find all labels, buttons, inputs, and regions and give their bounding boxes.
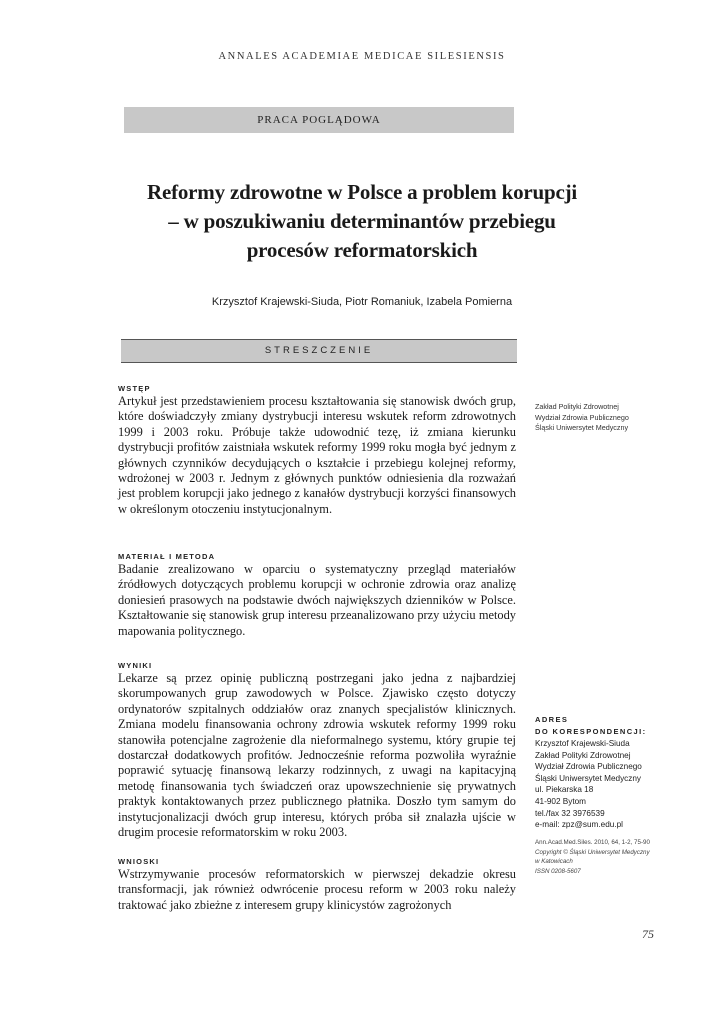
section-heading: WNIOSKI (118, 857, 160, 866)
correspondence-line: Śląski Uniwersytet Medyczny (535, 773, 642, 783)
affiliation-line: Wydział Zdrowia Publicznego (535, 412, 629, 422)
article-title (100, 178, 624, 265)
section-intro (118, 384, 516, 517)
correspondence-phone: tel./fax 32 3976539 (535, 808, 605, 818)
section-text: Badanie zrealizowano w oparciu o systematyczny przegląd materiałów źródłowych dotyczących problemu korupcji w ochronie zdrowia oraz analizę doniesień prasowych na podstawie dwóch największych dzienników w Polsce. Kształtowanie się stanowisk grup interesu przeanalizowano przy użyciu metody mapowania politycznego. (118, 562, 516, 638)
affiliation-line: Śląski Uniwersytet Medyczny (535, 423, 629, 432)
correspondence-name: Krzysztof Krajewski-Siuda (535, 739, 630, 748)
title-line-3: procesów reformatorskich (246, 238, 478, 262)
correspondence-line: Zakład Polityki Zdrowotnej (535, 750, 631, 760)
section-text: Wstrzymywanie procesów reformatorskich w pierwszej dekadzie okresu transformacji, jak również odwrócenie procesu reform w 2003 roku należy traktować jako zbieżne z interesem grupy klinicystów zagrożonych (118, 867, 516, 912)
citation-block (535, 838, 665, 876)
title-line-1: Reformy zdrowotne w Polsce a problem korupcji (147, 180, 577, 204)
copyright-line: Copyright © Śląski Uniwersytet Medyczny (535, 848, 650, 856)
correspondence-street: ul. Piekarska 18 (535, 785, 594, 795)
correspondence-block (535, 714, 665, 831)
abstract-banner: STRESZCZENIE (121, 339, 517, 363)
correspondence-line: Wydział Zdrowia Publicznego (535, 762, 642, 772)
copyright-line: w Katowicach (535, 858, 573, 866)
correspondence-email: e-mail: zpz@sum.edu.pl (535, 820, 623, 830)
section-results (118, 661, 516, 840)
section-heading: MATERIAŁ I METODA (118, 552, 216, 561)
section-method (118, 552, 516, 639)
issn: ISSN 0208-5607 (535, 867, 581, 875)
correspondence-heading: ADRES (535, 715, 569, 724)
journal-name: ANNALES ACADEMIAE MEDICAE SILESIENSIS (218, 51, 506, 62)
section-heading: WSTĘP (118, 384, 151, 393)
citation-reference: Ann.Acad.Med.Siles. 2010, 64, 1-2, 75-90 (535, 839, 650, 846)
article-type-banner: PRACA POGLĄDOWA (124, 107, 514, 133)
section-conclusions (118, 857, 516, 913)
correspondence-city: 41-902 Bytom (535, 796, 586, 806)
section-text: Lekarze są przez opinię publiczną postrzegani jako jedna z najbardziej skorumpowanych grup zawodowych w Polsce. Zjawisko często dotyczy ordynatorów szpitalnych oddziałów oraz znanych specjalistów klinicznych. Zmiana modelu finansowania ochrony zdrowia wskutek reformy 1999 roku stanowiła potencjalne zagrożenie dla nieformalnego systemu, który grupie tej dostarczał dodatkowych profitów. Jednocześnie reforma pozwoliła wyraźnie poprawić sytuację finansową lekarzy rodzinnych, z uwagi na kapitacyjną metodę finansowania tych świadczeń oraz upowszechnienie się prywatnych praktyk kontaktowanych przez publicznego płatnika. Doszło tym samym do instytucjonalizacji dwóch grup interesu, których próba sił znalazła ujście w drugim procesie reformatorskim w roku 2003. (118, 671, 516, 840)
affiliation-line: Zakład Polityki Zdrowotnej (535, 402, 619, 411)
page-number: 75 (642, 927, 654, 941)
correspondence-heading: DO KORESPONDENCJI: (535, 727, 647, 736)
section-heading: WYNIKI (118, 661, 153, 670)
title-line-2: – w poszukiwaniu determinantów przebiegu (168, 209, 556, 233)
section-text: Artykuł jest przedstawieniem procesu kształtowania się stanowisk dwóch grup, które doświadczyły zmiany dystrybucji interesu wskutek reform zdrowotnych 1999 i 2003 roku. Próbuje także udowodnić tezę, iż zmiana kierunku dystrybucji profitów zaistniała wskutek reformy 1999 roku mogła być jednym z głównych czynników decydujących o kształcie i przebiegu kolejnej reformy, wdrożonej w 2003 r. Jednym z głównych punktów odniesienia dla rozważań jest problem korupcji jako jednego z kanałów dystrybucji korzyści finansowych w określonym otoczeniu instytucjonalnym. (118, 394, 516, 516)
author-list: Krzysztof Krajewski-Siuda, Piotr Romaniuk, Izabela Pomierna (211, 296, 513, 308)
affiliation-block (535, 402, 665, 434)
